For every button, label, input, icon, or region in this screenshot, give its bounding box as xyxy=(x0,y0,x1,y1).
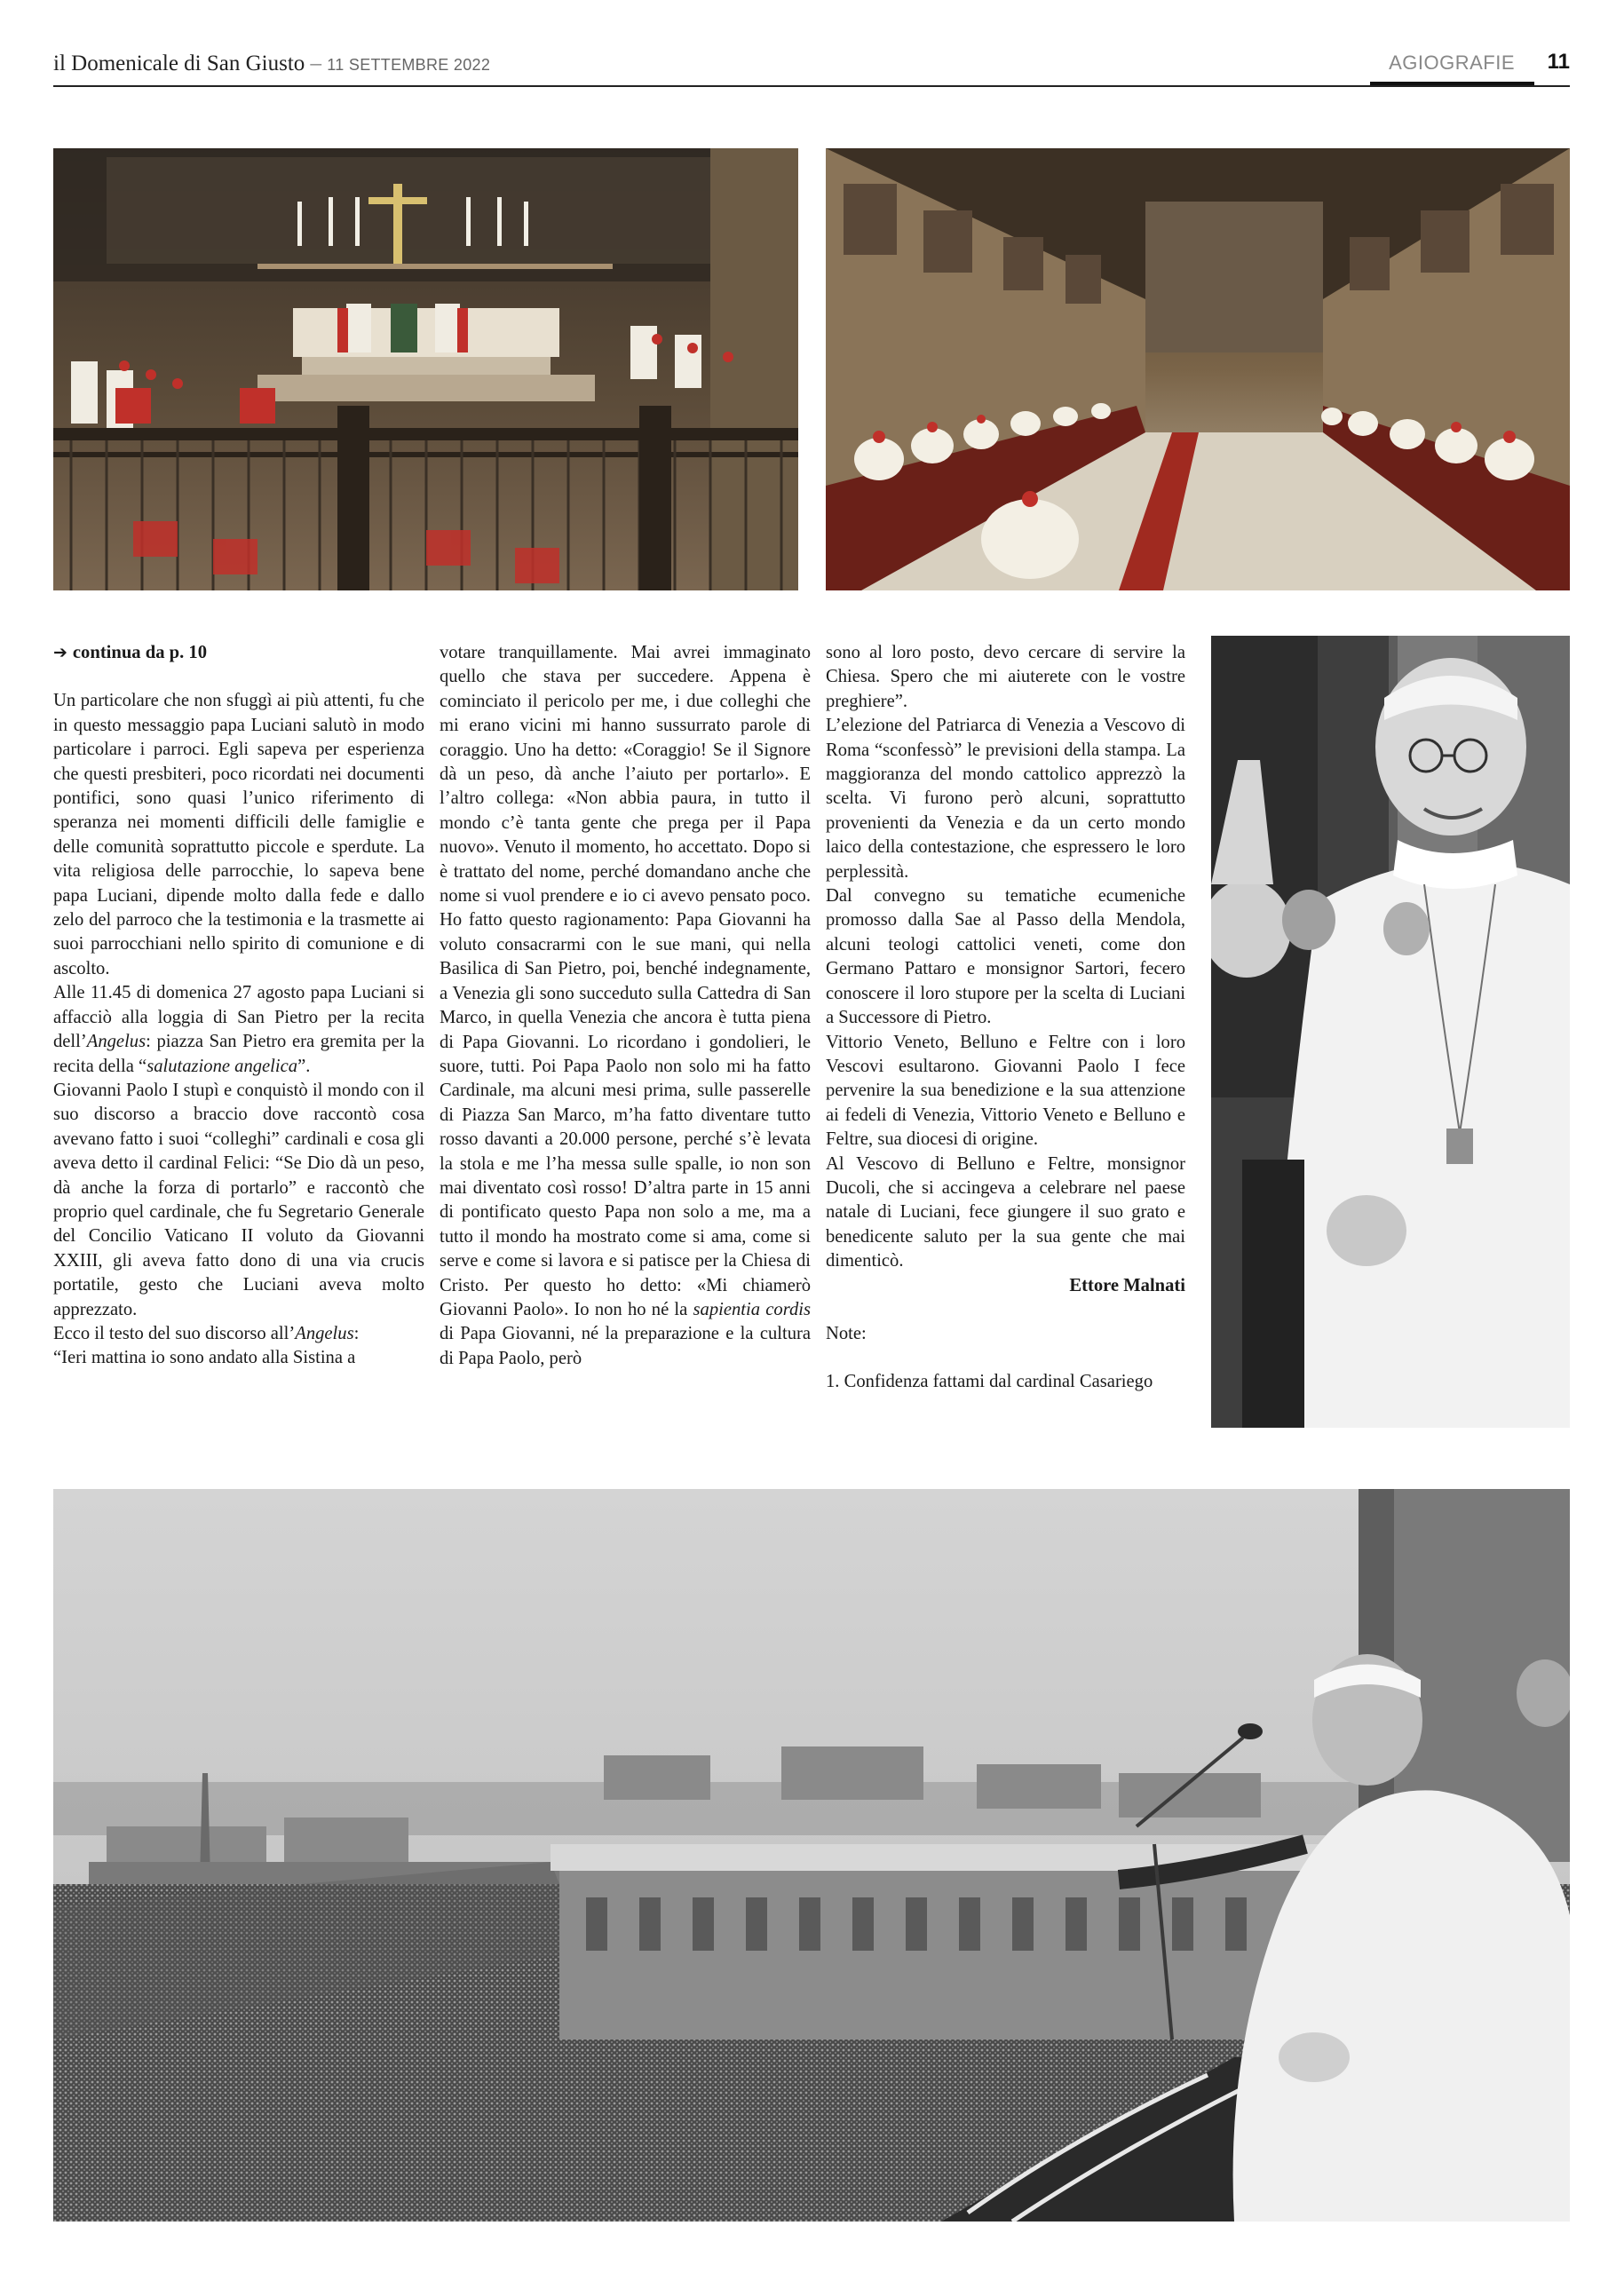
section-name: AGIOGRAFIE xyxy=(1389,51,1515,74)
page-number: 11 xyxy=(1547,50,1570,74)
article-column-2 xyxy=(440,641,811,1371)
continued-from-kicker: ➔ continua da p. 10 xyxy=(53,643,207,662)
paragraph: L’elezione del Patriarca di Venezia a Vescovo di Roma “sconfessò” le previsioni della stampa. La maggioranza del mondo cattolico apprezzò la scelta. Vi furono però alcuni, soprattutto provenienti da Venezia e da un certo mondo laico della contestazione, che espressero le loro perplessità. xyxy=(826,716,1185,882)
page-header xyxy=(53,46,1570,87)
article-column-1 xyxy=(53,641,424,1371)
paragraph: Vittorio Veneto, Belluno e Feltre con i loro Vescovi esultarono. Giovanni Paolo I fece pervenire la sua benedizione e la sua attenzione ai fedeli di Venezia, Vittorio Veneto e Belluno e Feltre, sua diocesi di origine. xyxy=(826,1032,1185,1150)
paragraph: Ecco il testo del suo discorso all’Angelus: xyxy=(53,1323,360,1343)
paragraph: Giovanni Paolo I stupì e conquistò il mondo con il suo discorso a braccio dove raccontò cosa avevano fatto i suoi “colleghi” cardinali e cosa gli aveva detto il cardinal Felici: “Se Dio dà un peso, dà anche la forza di portarlo” e raccontò che proprio quel cardinale, che fu Segretario Generale del Concilio Vaticano II voluto da Giovanni XXIII, gli aveva fatto dono di una via crucis portatile, gesto che Luciani aveva molto apprezzato. xyxy=(53,1080,424,1319)
masthead-separator: – xyxy=(310,51,322,75)
paragraph: Al Vescovo di Belluno e Feltre, monsignor Ducoli, che si accingeva a celebrare nel paese natale di Luciani, fece giungere il suo grato e benedicente saluto per la sua gente che mai dimenticò. xyxy=(826,1153,1185,1271)
paragraph: Alle 11.45 di domenica 27 agosto papa Luciani si affacciò alla loggia di San Pietro per la recita dell’Angelus: piazza San Pietro era gremita per la recita della “salutazione angelica”. xyxy=(53,983,424,1076)
sistine-chapel-conclave-photo xyxy=(826,148,1570,590)
article-column-3 xyxy=(826,641,1185,1395)
paragraph: “Ieri mattina io sono andato alla Sistina a xyxy=(53,1348,356,1368)
paragraph: votare tranquillamente. Mai avrei immaginato quello che stava per succedere. Appena è cominciato il pericolo per me, i due colleghi che mi erano vicini mi hanno sussurrato parole di coraggio. Uno ha detto: «Coraggio! Se il Signore dà un peso, dà anche l’aiuto per portarlo». E l’altro collega: «Non abbia paura, in tutto il mondo c’è tanta gente che prega per il Papa nuovo». Venuto il momento, ho accettato. Dopo si è trattato del nome, perché domandano anche che nome si vuol prendere e io ci avevo pensato poco. Ho fatto questo ragionamento: Papa Giovanni ha voluto consacrarmi con le sue mani, qui nella Basilica di San Pietro, poi, benché indegnamente, a Venezia gli sono succeduto sulla Cattedra di San Marco, in quella Venezia che ancora è tutta piena di Papa Giovanni. Lo ricordano i gondolieri, le suore, tutti. Poi Papa Paolo non solo mi ha fatto Cardinale, ma alcuni mesi prima, sulle passerelle di Piazza San Marco, m’ha fatto diventare tutto rosso davanti a 20.000 persone, perché s’è levata la stola e me l’ha messa sulle spalle, io non son mai diventato così rosso! D’altra parte in 15 anni di pontificato questo Papa non solo a me, ma a tutto il mondo ha mostrato come si ama, come si serve e come si lavora e si patisce per la Chiesa di Cristo. Per questo ho detto: «Mi chiamerò Giovanni Paolo». Io non ho né la sapientia cordis di Papa Giovanni, né la preparazione e la cultura di Papa Paolo, però xyxy=(440,643,811,1368)
pope-waving-portrait-photo xyxy=(1211,636,1570,1428)
masthead xyxy=(53,51,490,76)
arrow-right-icon: ➔ xyxy=(53,643,67,662)
altar-chapel-photo xyxy=(53,148,798,590)
publication-name: il Domenicale di San Giusto xyxy=(53,51,305,75)
paragraph: Un particolare che non sfuggì ai più attenti, fu che in questo messaggio papa Luciani salutò in modo particolare i parroci. Egli sapeva per esperienza che questi presbiteri, poco ricordati nei documenti pontifici, sono quasi l’unico riferimento di speranza nei momenti difficili delle famiglie e delle comunità soprattutto piccole e sperdute. La vita religiosa delle parrocchie, lo sapeva bene papa Luciani, dipende molto dalla fede e dallo zelo del parroco che la testimonia e la trasmette ai suoi parrocchiani nello spirito di comunione e di ascolto. xyxy=(53,691,424,978)
author-byline: Ettore Malnati xyxy=(1069,1275,1185,1295)
footnote: 1. Confidenza fattami dal cardinal Casariego xyxy=(826,1372,1153,1392)
issue-date: 11 SETTEMBRE 2022 xyxy=(327,56,491,74)
notes-label: Note: xyxy=(826,1323,867,1343)
paragraph: Dal convegno su tematiche ecumeniche promosso dalla Sae al Passo della Mendola, alcuni teologi cattolici veneti, come don Germano Pattaro e monsignor Sartori, fecero conoscere il loro stupore per la scelta di Luciani a Successore di Pietro. xyxy=(826,886,1185,1028)
st-peters-square-balcony-photo xyxy=(53,1489,1570,2222)
paragraph: sono al loro posto, devo cercare di servire la Chiesa. Spero che mi aiuterete con le vostre preghiere”. xyxy=(826,643,1185,711)
